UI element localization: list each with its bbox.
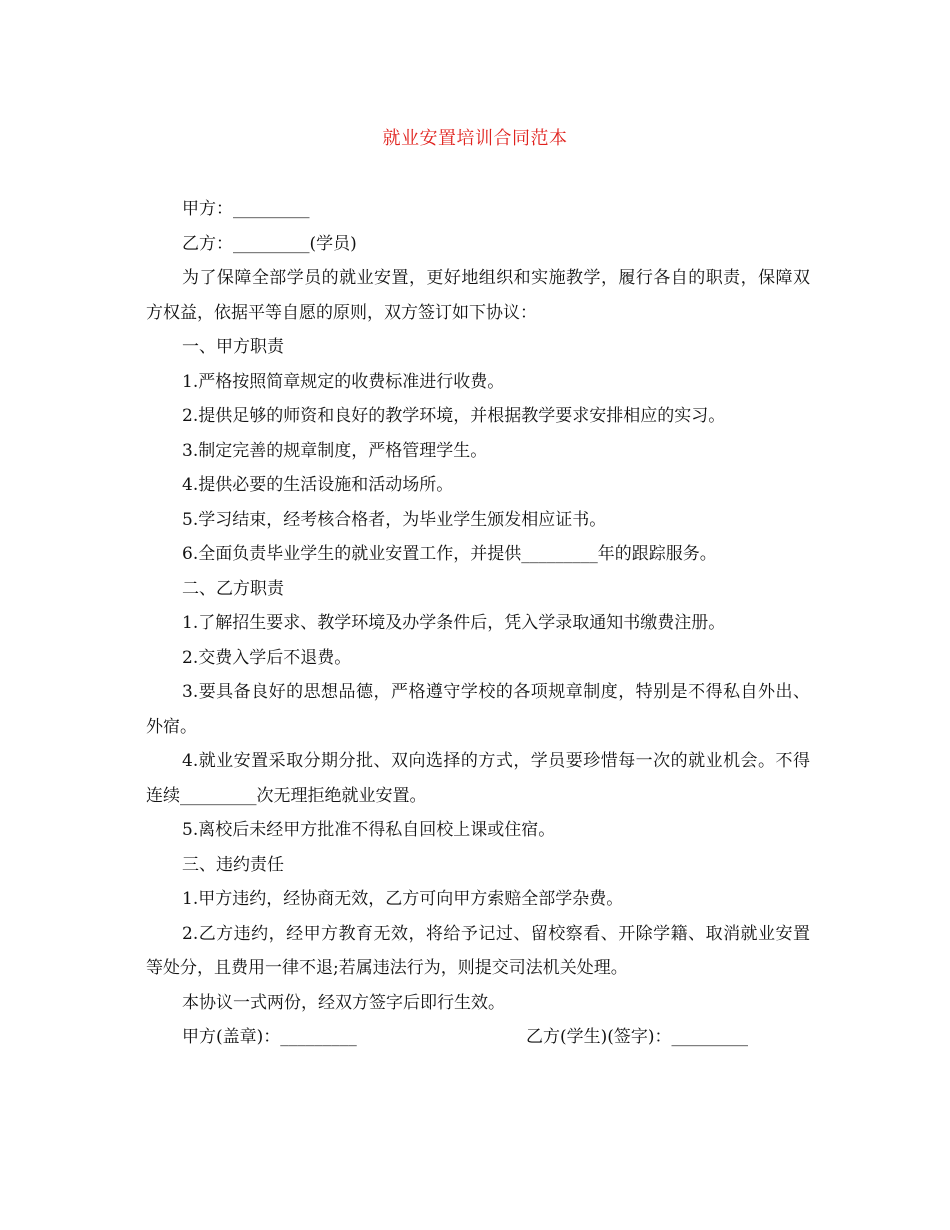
clause: 3.要具备良好的思想品德，严格遵守学校的各项规章制度，特别是不得私自外出、外宿。 (146, 682, 810, 737)
clause: 2.交费入学后不退费。 (182, 647, 352, 668)
clause: 1.甲方违约，经协商无效，乙方可向甲方索赔全部学杂费。 (182, 889, 624, 909)
section-heading: 一、甲方职责 (182, 337, 284, 357)
document-title: 就业安置培训合同范本 (382, 128, 568, 149)
clause: 2.乙方违约，经甲方教育无效，将给予记过、留校察看、开除学籍、取消就业安置等处分，且费用一律不退;若属违法行为，则提交司法机关处理。 (146, 923, 810, 978)
clause: 4.就业安置采取分期分批、双向选择的方式，学员要珍惜每一次的就业机会。不得连续_________次无理拒绝就业安置。 (146, 751, 810, 806)
party-a-signature: 甲方(盖章)：_________ (182, 1027, 357, 1047)
section-heading: 三、违约责任 (182, 854, 284, 875)
clause: 1.了解招生要求、教学环境及办学条件后，凭入学录取通知书缴费注册。 (182, 613, 726, 633)
clause: 5.学习结束，经考核合格者，为毕业学生颁发相应证书。 (182, 509, 607, 530)
party-a-line: 甲方：_________ (182, 199, 310, 219)
closing-paragraph: 本协议一式两份，经双方签字后即行生效。 (182, 992, 505, 1013)
clause: 6.全面负责毕业学生的就业安置工作，并提供_________年的跟踪服务。 (182, 544, 717, 564)
clause: 3.制定完善的规章制度，严格管理学生。 (182, 440, 488, 461)
document-body (146, 192, 810, 1055)
party-b-line: 乙方：_________(学员) (182, 233, 357, 254)
clause: 4.提供必要的生活设施和活动场所。 (182, 475, 454, 495)
clause: 1.严格按照简章规定的收费标准进行收费。 (182, 371, 505, 392)
intro-paragraph: 为了保障全部学员的就业安置，更好地组织和实施教学，履行各自的职责，保障双方权益，依据平等自愿的原则，双方签订如下协议： (146, 268, 810, 323)
clause: 2.提供足够的师资和良好的教学环境，并根据教学要求安排相应的实习。 (182, 406, 726, 426)
clause: 5.离校后未经甲方批准不得私自回校上课或住宿。 (182, 820, 556, 840)
section-heading: 二、乙方职责 (182, 578, 284, 599)
party-b-signature: 乙方(学生)(签字)：_________ (526, 1027, 749, 1047)
signature-row (146, 1020, 810, 1055)
